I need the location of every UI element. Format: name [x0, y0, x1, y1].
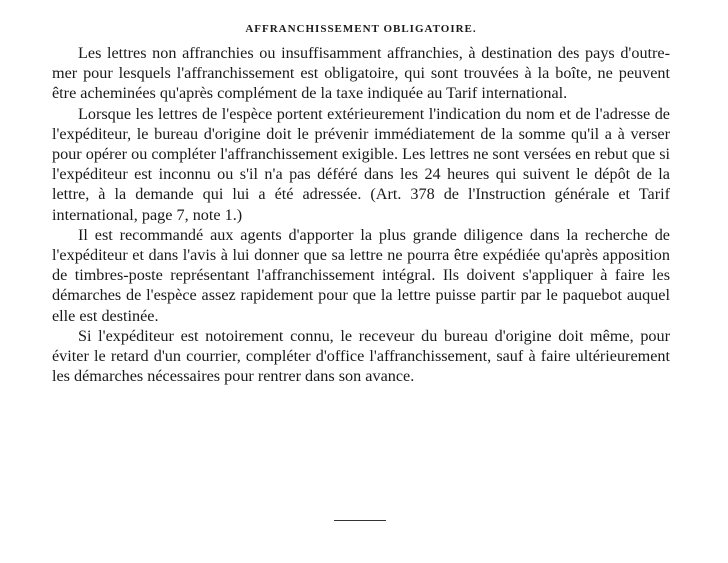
- section-divider: [334, 520, 386, 521]
- section-heading: AFFRANCHISSEMENT OBLIGATOIRE.: [245, 23, 477, 35]
- document-page: [52, 20, 670, 386]
- paragraph: Les lettres non affranchies ou insuffisamment affranchies, à destination des pays d'outre-mer pour lesquels l'affranchissement est obligatoire, qui sont trouvées à la boîte, ne peuvent être acheminées qu'après complément de la taxe indiquée au Tarif international.: [52, 44, 670, 103]
- paragraph: Si l'expéditeur est notoirement connu, le receveur du bureau d'origine doit même, pour éviter le retard d'un courrier, compléter d'office l'affranchissement, sauf à faire ultérieurement les démarches nécessaires pour rentrer dans son avance.: [52, 326, 670, 386]
- paragraph: Lorsque les lettres de l'espèce portent extérieurement l'indication du nom et de l'adresse de l'expéditeur, le bureau d'origine doit le prévenir immédiatement de la somme qu'il a à verser pour opérer ou compléter l'affranchissement exigible. Les lettres ne sont versées en rebut que si l'expéditeur est inconnu ou s'il n'a pas déféré dans les 24 heures qui suivent le dépôt de la lettre, à la demande qui lui a été adressée. (Art. 378 de l'Instruction générale et Tarif international, page 7, note 1.): [52, 104, 670, 224]
- paragraph: Il est recommandé aux agents d'apporter la plus grande diligence dans la recherche de l'expéditeur et dans l'avis à lui donner que sa lettre ne pourra être expédiée qu'après apposition de timbres-poste représentant l'affranchissement intégral. Ils doivent s'appliquer à faire les démarches de l'espèce assez rapidement pour que la lettre puisse partir par le paquebot auquel elle est destinée.: [52, 225, 670, 325]
